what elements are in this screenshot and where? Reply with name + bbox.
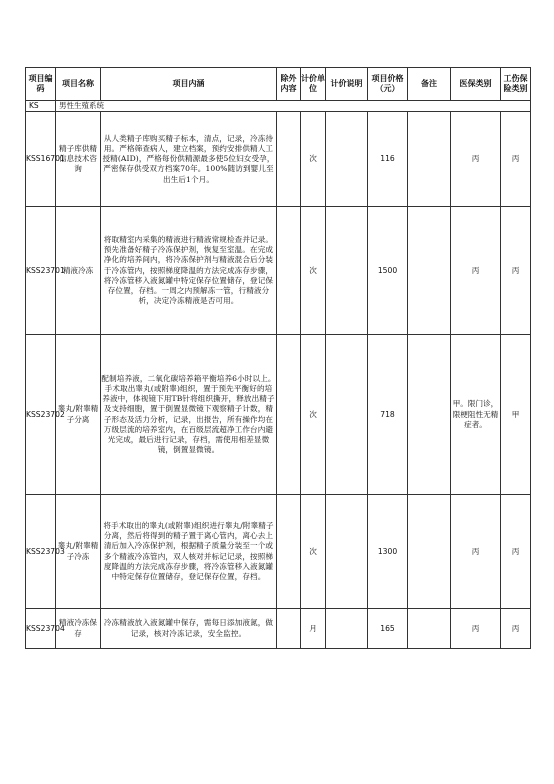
header-name: 项目名称 <box>56 68 101 101</box>
section-row <box>26 101 531 112</box>
row-excluded <box>277 112 301 207</box>
row-content: 从人类精子库购买精子标本，清点，记录，冷冻待用。严格筛查病人，建立档案，预约安排供精人工授精(AID)，严格每份供精源最多使5位妇女受孕，严密保存供受双方档案70年。100%随访到婴儿至出生后1个月。 <box>101 112 277 207</box>
row-price: 1300 <box>368 495 408 609</box>
row-unit: 次 <box>301 495 326 609</box>
row-unit: 次 <box>301 112 326 207</box>
row-remark <box>408 495 451 609</box>
row-insurance: 丙 <box>451 609 501 649</box>
row-content: 将手术取出的睾丸(或附睾)组织进行睾丸/附睾精子分离，然后将得到的精子置于离心管内，离心去上清后加入冷冻保护剂，根据精子质量分装至一个或多个精液冷冻管内，双人核对并标记记录，按照梯度降温的方法完成冻存步骤，将冷冻管移入液氮罐中特定保存位置储存，登记保存位置，存档。 <box>101 495 277 609</box>
table-row <box>26 207 531 335</box>
row-code: KSS23702 <box>26 335 56 495</box>
row-insurance: 甲。限门诊，限梗阻性无精症者。 <box>451 335 501 495</box>
row-pricing-note <box>326 609 368 649</box>
row-name: 睾丸/附睾精子分离 <box>56 335 101 495</box>
header-injury: 工伤保险类别 <box>501 68 531 101</box>
table-row <box>26 335 531 495</box>
row-name: 精子库供精信息技术咨询 <box>56 112 101 207</box>
row-code: KSS23701 <box>26 207 56 335</box>
row-price: 165 <box>368 609 408 649</box>
row-remark <box>408 609 451 649</box>
header-row <box>26 68 531 101</box>
row-code: KSS23703 <box>26 495 56 609</box>
row-name: 精液冷冻 <box>56 207 101 335</box>
row-price: 116 <box>368 112 408 207</box>
header-excluded: 除外内容 <box>277 68 301 101</box>
header-price: 项目价格（元） <box>368 68 408 101</box>
section-code: KS <box>26 101 56 112</box>
row-price: 718 <box>368 335 408 495</box>
row-excluded <box>277 495 301 609</box>
price-table <box>25 67 531 649</box>
row-remark <box>408 335 451 495</box>
section-name: 男性生殖系统 <box>56 101 531 112</box>
row-name: 精液冷冻保存 <box>56 609 101 649</box>
row-pricing-note <box>326 207 368 335</box>
row-content: 冷冻精液放入液氮罐中保存，需每日添加液氮，做记录，核对冷冻记录，安全监控。 <box>101 609 277 649</box>
row-remark <box>408 112 451 207</box>
row-name: 睾丸/附睾精子冷冻 <box>56 495 101 609</box>
header-remark: 备注 <box>408 68 451 101</box>
row-insurance: 丙 <box>451 112 501 207</box>
row-content: 将取精室内采集的精液进行精液常规检查并记录。预先准备好精子冷冻保护剂，恢复至室温。在完成净化的培养间内，将冷冻保护剂与精液混合后分装于冷冻管内，按照梯度降温的方法完成冻存步骤，将冷冻管移入液氮罐中特定保存位置储存，登记保存位置，存档。一周之内预解冻一管，行精液分析，决定冷冻精液是否可用。 <box>101 207 277 335</box>
row-unit: 次 <box>301 207 326 335</box>
row-pricing-note <box>326 495 368 609</box>
row-remark <box>408 207 451 335</box>
row-price: 1500 <box>368 207 408 335</box>
table-row <box>26 495 531 609</box>
row-excluded <box>277 207 301 335</box>
row-pricing-note <box>326 335 368 495</box>
header-unit: 计价单位 <box>301 68 326 101</box>
table-row <box>26 112 531 207</box>
row-insurance: 丙 <box>451 207 501 335</box>
header-pricing-note: 计价说明 <box>326 68 368 101</box>
header-content: 项目内涵 <box>101 68 277 101</box>
row-code: KSS16701 <box>26 112 56 207</box>
row-excluded <box>277 609 301 649</box>
table-row <box>26 609 531 649</box>
row-injury: 丙 <box>501 207 531 335</box>
row-code: KSS23704 <box>26 609 56 649</box>
row-insurance: 丙 <box>451 495 501 609</box>
row-excluded <box>277 335 301 495</box>
header-insurance: 医保类别 <box>451 68 501 101</box>
row-injury: 丙 <box>501 609 531 649</box>
header-code: 项目编码 <box>26 68 56 101</box>
row-injury: 甲 <box>501 335 531 495</box>
row-content: 配制培养液，二氧化碳培养箱平衡培养6小时以上。手术取出睾丸(或附睾)组织，置于预先平衡好的培养液中，体视镜下用TB针将组织撕开，释放出精子及支持细胞，置于倒置显微镜下观察精子计数，精子形态及活力分析，记录，出报告，所有操作均在万级层流的培养室内，在百级层流超净工作台内避光完成，最后进行记录，存档，需使用相差显微镜，倒置显微镜。 <box>101 335 277 495</box>
row-unit: 月 <box>301 609 326 649</box>
row-injury: 丙 <box>501 112 531 207</box>
row-injury: 丙 <box>501 495 531 609</box>
row-pricing-note <box>326 112 368 207</box>
row-unit: 次 <box>301 335 326 495</box>
